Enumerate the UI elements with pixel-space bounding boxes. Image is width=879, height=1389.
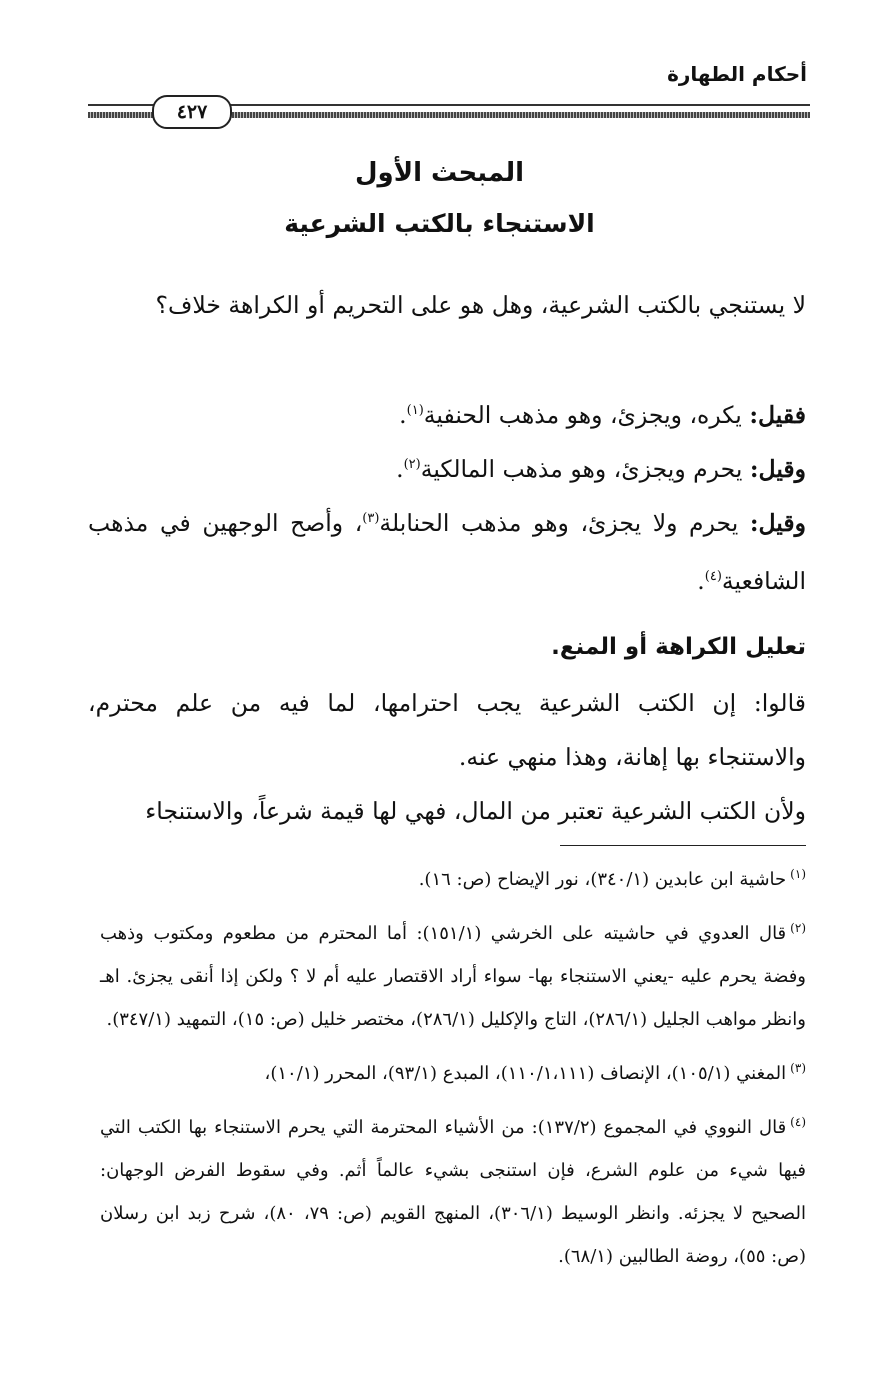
opinion-lead: فقيل: (749, 400, 806, 429)
paragraph-reason-2: ولأن الكتب الشرعية تعتبر من المال، فهي لها قيمة شرعاً، والاستنجاء (145, 797, 806, 825)
footnote (100, 853, 806, 901)
opinion-text: يحرم ولا يجزئ، وهو مذهب الحنابلة (379, 508, 750, 537)
opinion-text: ، وأصح الوجهين في مذهب الشافعية (88, 508, 806, 595)
opinion-text: يحرم ويجزئ، وهو مذهب المالكية (420, 454, 750, 483)
opinion-text: يكره، ويجزئ، وهو مذهب الحنفية (423, 400, 750, 429)
opinion-lead: وقيل: (749, 508, 806, 537)
footnote-ref: (٣) (362, 511, 380, 526)
page-number: ٤٢٧ (152, 95, 232, 129)
section-title: الاستنجاء بالكتب الشرعية (284, 209, 595, 238)
opinion-hanbali: وقيل: يحرم ولا يجزئ، وهو مذهب الحنابلة$^{(٣)}$، وأصح الوجهين في مذهب الشافعية$^{(٤)}$. (88, 508, 806, 595)
footnote-text: المغني (١٠٥/١)، الإنصاف (١١٠/١،١١١)، المبدع (٩٣/١)، المحرر (١٠/١)، (264, 1063, 787, 1084)
opinion-hanafi: فقيل: يكره، ويجزئ، وهو مذهب الحنفية$^{(١)}$. (399, 400, 806, 429)
paragraph-reason-1: قالوا: إن الكتب الشرعية يجب احترامها، لما فيه من علم محترم، والاستنجاء بها إهانة، وهذا منهي عنه. (88, 689, 806, 771)
footnote-ref: (١) (406, 403, 424, 418)
subheading: تعليل الكراهة أو المنع. (551, 634, 806, 660)
running-title: أحكام الطهارة (667, 62, 807, 86)
footnote-number: (١) (790, 867, 806, 881)
footnote (100, 907, 806, 1041)
section-heading: المبحث الأول (354, 158, 525, 188)
footnote (100, 1101, 806, 1278)
footnote-number: (٤) (790, 1115, 806, 1129)
footnote-text: قال النووي في المجموع (١٣٧/٢): من الأشياء المحترمة التي يحرم الاستنجاء بها الكتب التي فيها شيء من علوم الشرع، فإن استنجى بشيء عالماً أثم. وفي سقوط الفرض الوجهان: الصحيح لا يجزئه. وانظر الوسيط (٣٠٦/١)، المنهج القويم (ص: ٧٩، ٨٠)، شرح زبد ابن رسلان (ص: ٥٥)، روضة الطالبين (٦٨/١). (100, 1117, 807, 1267)
opinion-lead: وقيل: (749, 454, 806, 483)
paragraph-intro: لا يستنجي بالكتب الشرعية، وهل هو على التحريم أو الكراهة خلاف؟ (155, 291, 806, 319)
footnote (100, 1047, 806, 1095)
opinion-maliki: وقيل: يحرم ويجزئ، وهو مذهب المالكية$^{(٢)}$. (396, 454, 806, 483)
footnote-text: قال العدوي في حاشيته على الخرشي (١٥١/١): أما المحترم من مطعوم ومكتوب وذهب وفضة يحرم عليه -يعني الاستنجاء بها- سواء أراد الاقتصار عليه أم لا ؟ ولكن إذا أنقى يجزئ. اهـ وانظر مواهب الجليل (٢٨٦/١)، التاج والإكليل (٢٨٦/١)، مختصر خليل (ص: ١٥)، التمهيد (٣٤٧/١). (100, 923, 806, 1030)
footnote-number: (٣) (790, 1061, 806, 1075)
footnotes (100, 853, 806, 1284)
footnote-ref: (٢) (403, 457, 421, 472)
footnote-ref: (٤) (704, 568, 722, 584)
footnote-text: حاشية ابن عابدين (٣٤٠/١)، نور الإيضاح (ص: ١٦). (418, 869, 787, 890)
footnote-separator (560, 845, 806, 846)
footnote-number: (٢) (790, 921, 806, 935)
